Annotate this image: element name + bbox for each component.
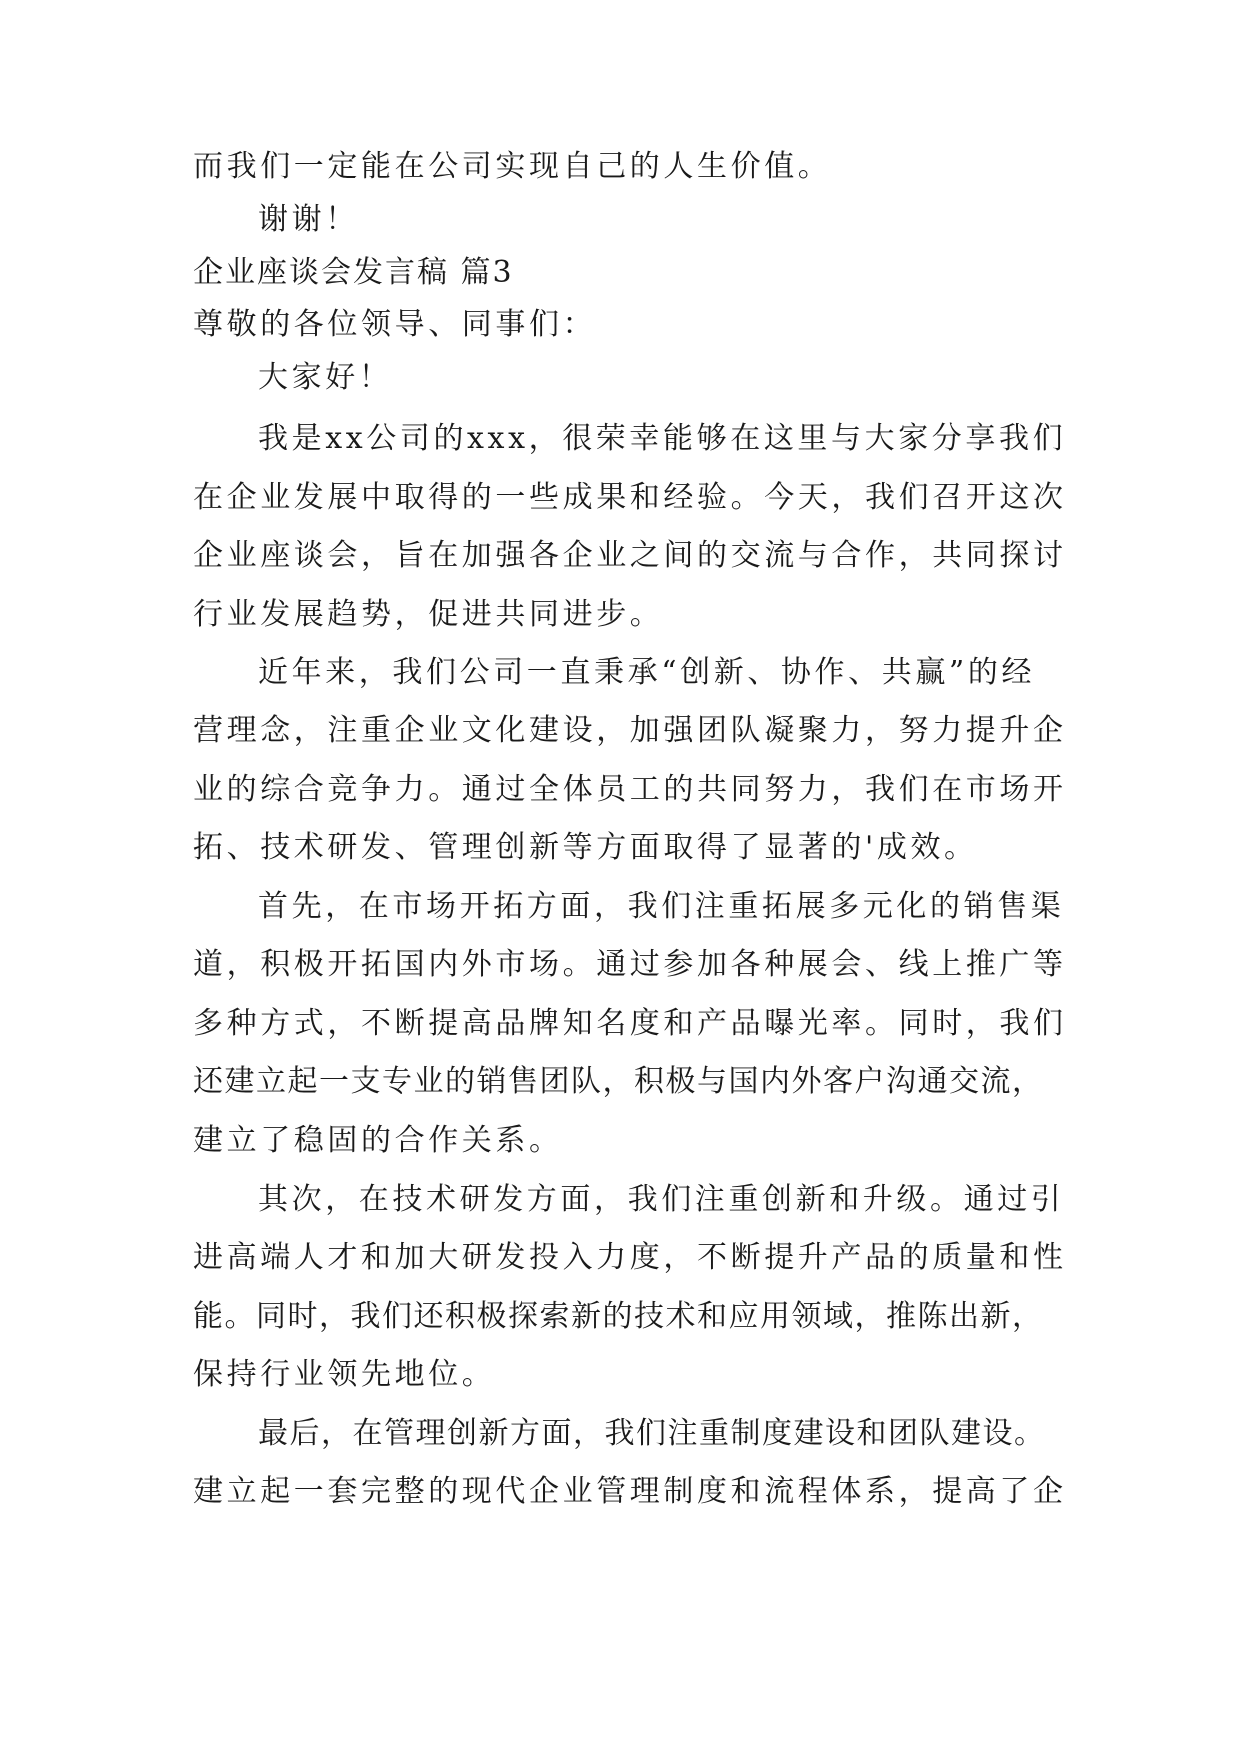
text-line: 业的综合竞争力。通过全体员工的共同努力，我们在市场开 [193, 772, 1067, 807]
salutation: 尊敬的各位领导、同事们： [193, 307, 597, 342]
text-line: 近年来，我们公司一直秉承“创新、协作、共赢”的经 [258, 655, 1036, 690]
text-line: 多种方式，不断提高品牌知名度和产品曝光率。同时，我们 [193, 1006, 1067, 1041]
section-heading: 企业座谈会发言稿 篇3 [193, 255, 514, 290]
text-line: 能。同时，我们还积极探索新的技术和应用领域，推陈出新， [193, 1299, 1044, 1334]
text-line: 建立了稳固的合作关系。 [193, 1123, 563, 1158]
text-line: 我是xx公司的xxx，很荣幸能够在这里与大家分享我们 [258, 421, 1067, 456]
text-line: 建立起一套完整的现代企业管理制度和流程体系，提高了企 [193, 1474, 1067, 1509]
text-line: 还建立起一支专业的销售团队，积极与国内外客户沟通交流， [193, 1064, 1044, 1099]
text-line: 最后，在管理创新方面，我们注重制度建设和团队建设。 [258, 1416, 1046, 1451]
text-line: 而我们一定能在公司实现自己的人生价值。 [193, 149, 832, 184]
greeting: 大家好！ [258, 360, 393, 395]
text-line: 企业座谈会，旨在加强各企业之间的交流与合作，共同探讨 [193, 538, 1067, 573]
text-line: 谢谢！ [258, 202, 359, 237]
text-line: 道，积极开拓国内外市场。通过参加各种展会、线上推广等 [193, 947, 1067, 982]
text-line: 在企业发展中取得的一些成果和经验。今天，我们召开这次 [193, 480, 1067, 515]
text-line: 其次，在技术研发方面，我们注重创新和升级。通过引 [258, 1182, 1065, 1217]
text-line: 进高端人才和加大研发投入力度，不断提升产品的质量和性 [193, 1240, 1067, 1275]
text-line: 保持行业领先地位。 [193, 1357, 496, 1392]
text-line: 首先，在市场开拓方面，我们注重拓展多元化的销售渠 [258, 889, 1065, 924]
text-line: 行业发展趋势，促进共同进步。 [193, 597, 664, 632]
text-line: 拓、技术研发、管理创新等方面取得了显著的'成效。 [193, 830, 978, 865]
text-line: 营理念，注重企业文化建设，加强团队凝聚力，努力提升企 [193, 713, 1067, 748]
